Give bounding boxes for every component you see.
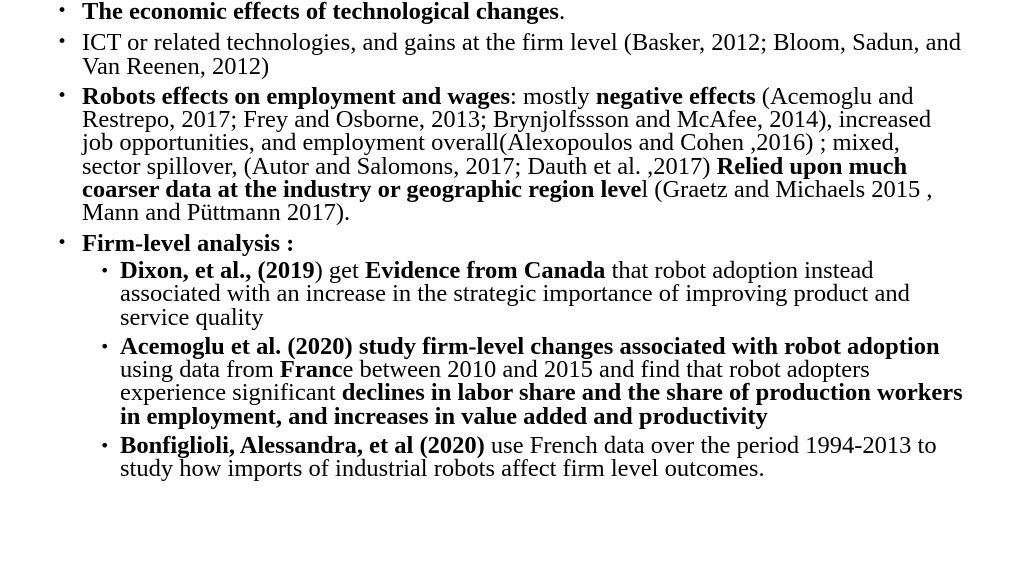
bold-text: Robots effects on employment and wages [82,82,511,110]
bold-text: Relied upon much coarser data at the industry or geographic region leve [82,152,908,204]
bold-text: Dixon, et al., (2019 [120,256,315,284]
text: ICT or related technologies, and gains at the firm level (Basker, 2012; Bloom, Sadun, and Van Reenen, 2012) [82,29,961,80]
text: that robot adoption instead associated with an increase in the strategic importance of improving product and service quality [120,256,910,331]
bold-text: Acemoglu et al. (2020) study firm-level changes associated with robot adoption [120,332,940,360]
bold-text: Franc [279,356,343,384]
text: ) get [314,256,365,284]
text: : mostly [510,82,596,110]
text: (Acemoglu and Restrepo, 2017; Frey and Osborne, 2013; Brynjolfssson and McAfee, 2014), increased job opportunities, and employment overall(Alexopoulos and Cohen ,2016) ; mixed, sector spillover, (Autor and Salomons, 2017; Dauth et al. ,2017) [82,82,932,180]
sub-bullet-list [82,256,964,483]
text: e between 2010 and 2015 and find that robot adopters experience significant [120,356,870,407]
text: use French data over the period 1994-2013 to study how imports of industrial robots affect firm level outcomes. [120,432,937,483]
bullet-robots-effects [0,82,1024,227]
bold-text: negative effects [595,82,756,110]
bold-text: declines in labor share and the share of production workers in employment, and increases in value added and productivity [120,379,963,430]
bullet-ict [0,31,1024,78]
sub-bullet-acemoglu [0,332,1024,430]
bullet-firm-level [0,229,1024,483]
text: . [558,0,566,25]
text: l (Graetz and Michaels 2015 , Mann and Püttmann 2017). [82,176,933,227]
sub-bullet-dixon [0,256,1024,331]
sub-bullet-bonfiglioli [0,434,1024,481]
bold-text: Firm-level analysis : [82,229,295,257]
bullet-econ-effects [0,0,1024,23]
bold-text: Bonfiglioli, Alessandra, et al (2020) [120,432,485,460]
bold-text: Evidence from Canada [364,256,606,284]
text: using data from [120,356,280,384]
bold-text: The economic effects of technological changes [82,0,559,25]
